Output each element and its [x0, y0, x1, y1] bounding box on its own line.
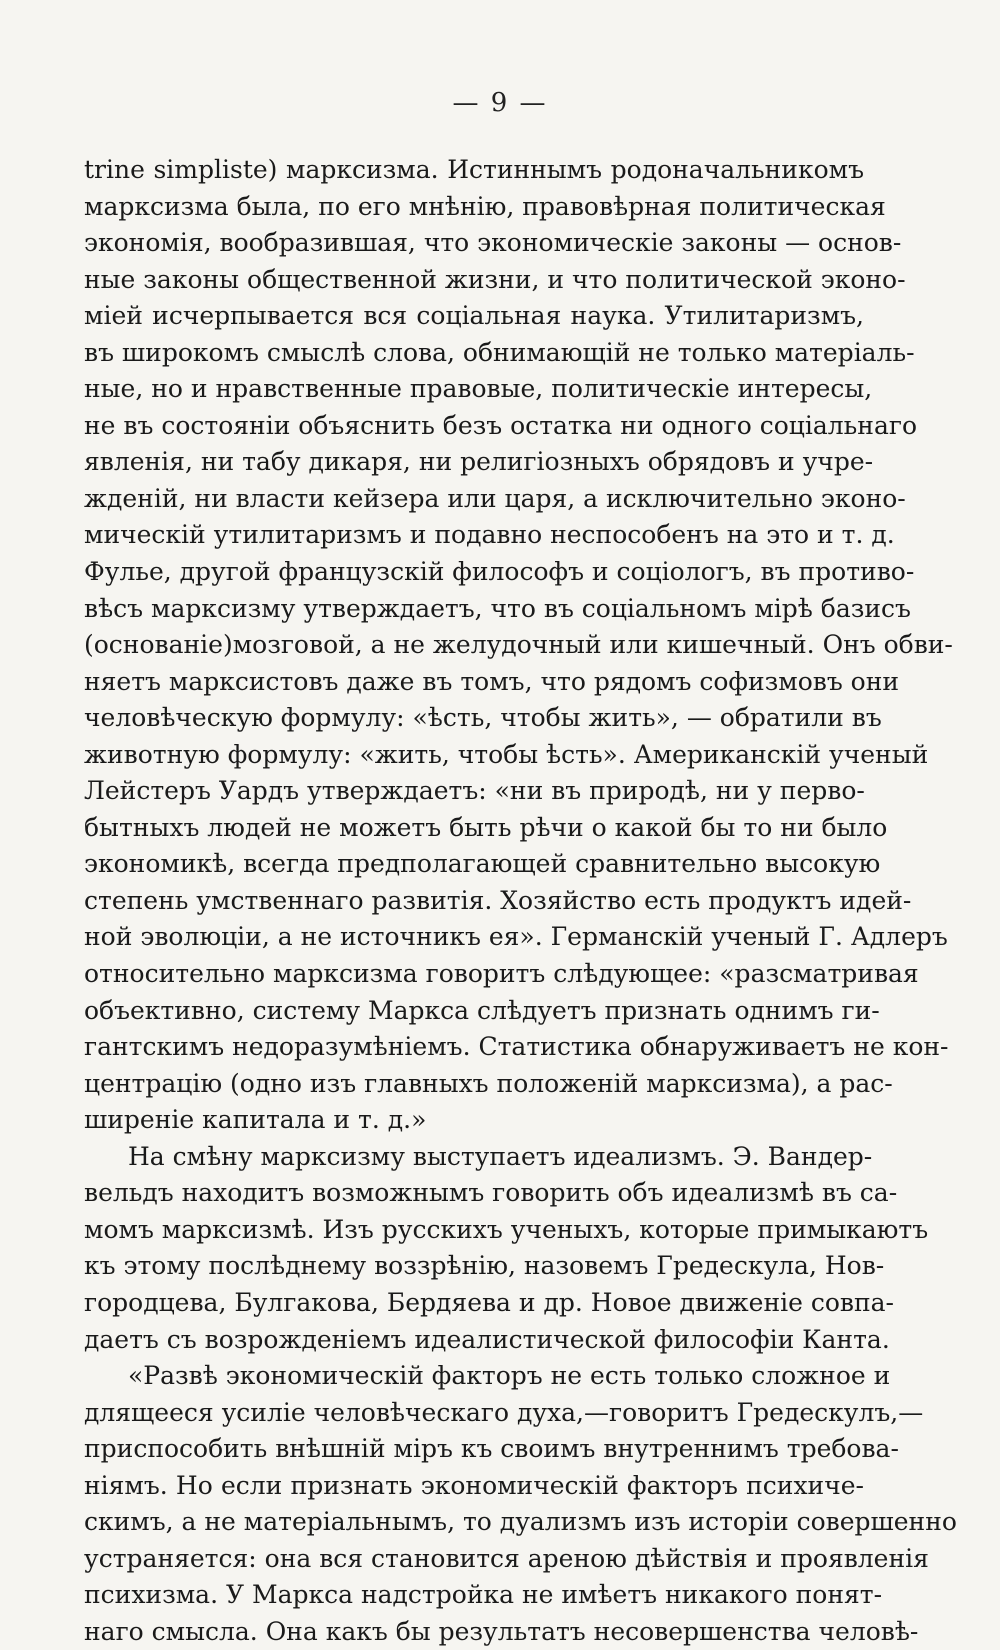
text-line: вельдъ находитъ возможнымъ говорить объ идеализмѣ въ са- — [84, 1178, 898, 1208]
text-line: trine simpliste) марксизма. Истиннымъ родоначальникомъ — [84, 155, 864, 184]
text-line: экономія, вообразившая, что экономическіе законы — основ- — [84, 228, 902, 258]
text-line: степень умственнаго развитія. Хозяйство есть продуктъ идей- — [84, 885, 912, 915]
paragraph-3 — [84, 1358, 957, 1650]
paragraph-2 — [84, 1139, 929, 1358]
text-line: момъ марксизмѣ. Изъ русскихъ ученыхъ, которые примыкаютъ — [84, 1214, 929, 1244]
text-line: На смѣну марксизму выступаетъ идеализмъ. Э. Вандер- — [128, 1141, 873, 1171]
body-text — [84, 152, 957, 1650]
page-number: — 9 — — [452, 88, 548, 118]
text-line: (основаніе)мозговой, а не желудочный или кишечный. Онъ обви- — [84, 630, 953, 660]
text-line: къ этому послѣднему воззрѣнію, назовемъ Гредескула, Нов- — [84, 1251, 885, 1281]
text-line: мическій утилитаризмъ и подавно неспособенъ на это и т. д. — [84, 520, 895, 550]
text-line: наго смысла. Она какъ бы результатъ несовершенства человѣ- — [84, 1616, 919, 1646]
text-line: экономикѣ, всегда предполагающей сравнительно высокую — [84, 849, 881, 879]
text-line: скимъ, а не матеріальнымъ, то дуализмъ изъ исторіи совершенно — [84, 1507, 957, 1537]
text-line: психизма. У Маркса надстройка не имѣетъ никакого понят- — [84, 1580, 883, 1610]
paragraph-1 — [84, 152, 953, 1139]
text-line: міей исчерпывается вся соціальная наука. Утилитаризмъ, — [84, 301, 864, 331]
text-line: ніямъ. Но если признать экономическій факторъ психиче- — [84, 1470, 864, 1500]
text-line: няетъ марксистовъ даже въ томъ, что рядомъ софизмовъ они — [84, 666, 900, 696]
text-line: центрацію (одно изъ главныхъ положеній марксизма), а рас- — [84, 1068, 893, 1098]
text-line: даетъ съ возрожденіемъ идеалистической философіи Канта. — [84, 1324, 890, 1354]
text-line: длящееся усиліе человѣческаго духа,—говоритъ Гредескулъ,— — [84, 1397, 924, 1427]
text-line: объективно, систему Маркса слѣдуетъ признать однимъ ги- — [84, 995, 880, 1025]
text-line: приспособить внѣшній міръ къ своимъ внутреннимъ требова- — [84, 1434, 899, 1464]
text-line: явленія, ни табу дикаря, ни религіозныхъ обрядовъ и учре- — [84, 447, 874, 477]
text-line: Лейстеръ Уардъ утверждаетъ: «ни въ природѣ, ни у перво- — [84, 776, 865, 806]
text-line: ширеніе капитала и т. д.» — [84, 1105, 427, 1135]
text-line: ные, но и нравственные правовые, политическіе интересы, — [84, 374, 873, 404]
text-line: «Развѣ экономическій факторъ не есть только сложное и — [128, 1361, 891, 1391]
text-line: ной эволюціи, а не источникъ ея». Германскій ученый Г. Адлеръ — [84, 922, 948, 952]
text-line: ные законы общественной жизни, и что политической эконо- — [84, 264, 906, 294]
text-line: человѣческую формулу: «ѣсть, чтобы жить», — обратили въ — [84, 703, 882, 733]
text-line: вѣсъ марксизму утверждаетъ, что въ соціальномъ мірѣ базисъ — [84, 593, 911, 623]
text-line: Фулье, другой французскій философъ и соціологъ, въ противо- — [84, 557, 915, 587]
text-line: относительно марксизма говоритъ слѣдующее: «разсматривая — [84, 959, 919, 989]
text-line: марксизма была, по его мнѣнію, правовѣрная политическая — [84, 191, 886, 221]
text-line: устраняется: она вся становится ареною дѣйствія и проявленія — [84, 1543, 929, 1573]
text-line: гантскимъ недоразумѣніемъ. Статистика обнаруживаетъ не кон- — [84, 1032, 949, 1062]
text-line: жденій, ни власти кейзера или царя, а исключительно эконо- — [84, 483, 906, 513]
text-line: бытныхъ людей не можетъ быть рѣчи о какой бы то ни было — [84, 812, 888, 842]
text-line: въ широкомъ смыслѣ слова, обнимающій не только матеріаль- — [84, 337, 915, 367]
text-line: городцева, Булгакова, Бердяева и др. Новое движеніе совпа- — [84, 1287, 894, 1317]
text-line: животную формулу: «жить, чтобы ѣсть». Американскій ученый — [84, 739, 929, 769]
text-line: не въ состояніи объяснить безъ остатка ни одного соціальнаго — [84, 410, 917, 440]
